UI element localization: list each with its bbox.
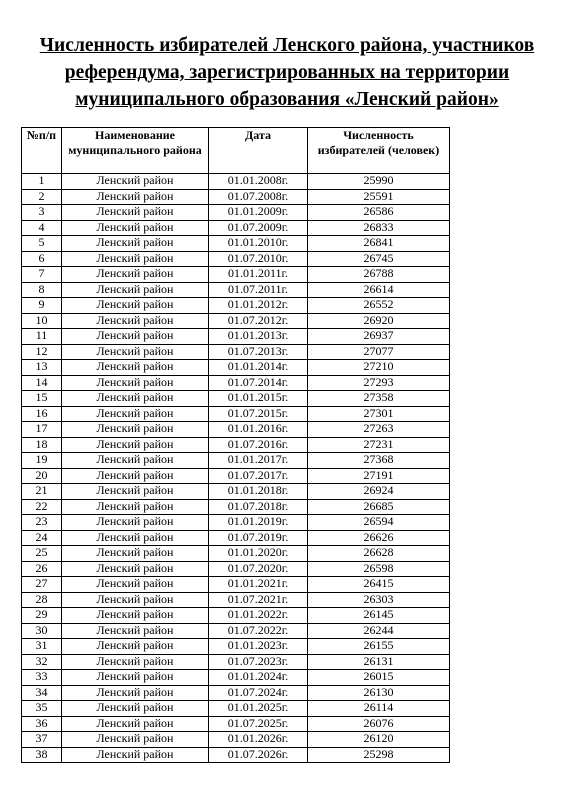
table-row: [22, 453, 450, 469]
cell-count: 27301: [308, 406, 450, 422]
table-row: [22, 654, 450, 670]
cell-count: 26745: [308, 251, 450, 267]
cell-count: 26628: [308, 546, 450, 562]
header-date: Дата: [209, 128, 308, 174]
cell-count: 26120: [308, 732, 450, 748]
cell-name: Ленский район: [62, 654, 209, 670]
table-row: [22, 344, 450, 360]
header-count: Численность избирателей (человек): [308, 128, 450, 174]
cell-num: 10: [22, 313, 62, 329]
cell-count: 25591: [308, 189, 450, 205]
table-row: [22, 236, 450, 252]
cell-name: Ленский район: [62, 515, 209, 531]
cell-name: Ленский район: [62, 561, 209, 577]
cell-count: 25298: [308, 747, 450, 763]
cell-date: 01.01.2015г.: [209, 391, 308, 407]
cell-name: Ленский район: [62, 639, 209, 655]
cell-name: Ленский район: [62, 685, 209, 701]
cell-num: 36: [22, 716, 62, 732]
cell-name: Ленский район: [62, 344, 209, 360]
cell-date: 01.07.2008г.: [209, 189, 308, 205]
cell-date: 01.07.2010г.: [209, 251, 308, 267]
cell-date: 01.07.2023г.: [209, 654, 308, 670]
cell-num: 19: [22, 453, 62, 469]
cell-date: 01.01.2019г.: [209, 515, 308, 531]
header-row: [22, 128, 450, 174]
cell-num: 3: [22, 205, 62, 221]
cell-date: 01.07.2020г.: [209, 561, 308, 577]
cell-date: 01.07.2009г.: [209, 220, 308, 236]
cell-name: Ленский район: [62, 329, 209, 345]
cell-count: 26015: [308, 670, 450, 686]
cell-count: 27077: [308, 344, 450, 360]
cell-name: Ленский район: [62, 530, 209, 546]
cell-num: 23: [22, 515, 62, 531]
table-row: [22, 189, 450, 205]
table-row: [22, 251, 450, 267]
cell-count: 26920: [308, 313, 450, 329]
cell-num: 1: [22, 174, 62, 190]
table-row: [22, 716, 450, 732]
cell-date: 01.01.2022г.: [209, 608, 308, 624]
table-row: [22, 546, 450, 562]
cell-date: 01.01.2010г.: [209, 236, 308, 252]
table-row: [22, 406, 450, 422]
cell-count: 26833: [308, 220, 450, 236]
cell-num: 29: [22, 608, 62, 624]
cell-date: 01.01.2008г.: [209, 174, 308, 190]
cell-name: Ленский район: [62, 701, 209, 717]
cell-name: Ленский район: [62, 360, 209, 376]
title-line-1: Численность избирателей Ленского района, участников: [39, 35, 535, 56]
cell-num: 4: [22, 220, 62, 236]
cell-date: 01.01.2016г.: [209, 422, 308, 438]
cell-date: 01.07.2012г.: [209, 313, 308, 329]
cell-name: Ленский район: [62, 391, 209, 407]
cell-date: 01.07.2021г.: [209, 592, 308, 608]
cell-count: 26415: [308, 577, 450, 593]
cell-num: 35: [22, 701, 62, 717]
cell-name: Ленский район: [62, 608, 209, 624]
cell-count: 27263: [308, 422, 450, 438]
cell-name: Ленский район: [62, 468, 209, 484]
table-row: [22, 608, 450, 624]
table-row: [22, 530, 450, 546]
cell-num: 27: [22, 577, 62, 593]
cell-date: 01.01.2023г.: [209, 639, 308, 655]
cell-count: 26614: [308, 282, 450, 298]
cell-num: 38: [22, 747, 62, 763]
cell-count: 25990: [308, 174, 450, 190]
cell-date: 01.07.2024г.: [209, 685, 308, 701]
cell-date: 01.07.2026г.: [209, 747, 308, 763]
cell-num: 15: [22, 391, 62, 407]
cell-count: 26841: [308, 236, 450, 252]
table-header: [22, 128, 450, 174]
cell-date: 01.07.2013г.: [209, 344, 308, 360]
cell-date: 01.07.2015г.: [209, 406, 308, 422]
voters-table: [21, 127, 450, 763]
cell-num: 18: [22, 437, 62, 453]
table-row: [22, 515, 450, 531]
cell-name: Ленский район: [62, 747, 209, 763]
table-row: [22, 422, 450, 438]
cell-num: 37: [22, 732, 62, 748]
cell-count: 27191: [308, 468, 450, 484]
table-row: [22, 391, 450, 407]
cell-num: 16: [22, 406, 62, 422]
cell-num: 7: [22, 267, 62, 283]
cell-num: 2: [22, 189, 62, 205]
cell-num: 11: [22, 329, 62, 345]
table-body: [22, 174, 450, 763]
cell-num: 9: [22, 298, 62, 314]
table-row: [22, 360, 450, 376]
table-row: [22, 577, 450, 593]
table-row: [22, 561, 450, 577]
cell-name: Ленский район: [62, 251, 209, 267]
cell-name: Ленский район: [62, 546, 209, 562]
cell-num: 12: [22, 344, 62, 360]
cell-date: 01.01.2021г.: [209, 577, 308, 593]
cell-name: Ленский район: [62, 189, 209, 205]
cell-num: 13: [22, 360, 62, 376]
document-title: [0, 32, 574, 113]
cell-name: Ленский район: [62, 422, 209, 438]
cell-date: 01.01.2014г.: [209, 360, 308, 376]
cell-name: Ленский район: [62, 623, 209, 639]
cell-name: Ленский район: [62, 670, 209, 686]
table-row: [22, 685, 450, 701]
table-row: [22, 329, 450, 345]
cell-num: 31: [22, 639, 62, 655]
table-row: [22, 205, 450, 221]
cell-date: 01.01.2025г.: [209, 701, 308, 717]
cell-count: 26155: [308, 639, 450, 655]
cell-name: Ленский район: [62, 592, 209, 608]
table-row: [22, 747, 450, 763]
cell-count: 27358: [308, 391, 450, 407]
cell-date: 01.01.2013г.: [209, 329, 308, 345]
cell-count: 27210: [308, 360, 450, 376]
cell-num: 6: [22, 251, 62, 267]
cell-name: Ленский район: [62, 267, 209, 283]
cell-name: Ленский район: [62, 577, 209, 593]
cell-name: Ленский район: [62, 220, 209, 236]
cell-count: 26114: [308, 701, 450, 717]
cell-count: 26586: [308, 205, 450, 221]
table-row: [22, 313, 450, 329]
cell-count: 26626: [308, 530, 450, 546]
cell-name: Ленский район: [62, 313, 209, 329]
table-row: [22, 484, 450, 500]
cell-num: 8: [22, 282, 62, 298]
table-row: [22, 174, 450, 190]
cell-num: 14: [22, 375, 62, 391]
cell-date: 01.07.2017г.: [209, 468, 308, 484]
table-row: [22, 375, 450, 391]
cell-num: 22: [22, 499, 62, 515]
title-line-3: муниципального образования «Ленский район»: [75, 89, 499, 110]
header-num: №п/п: [22, 128, 62, 174]
cell-num: 17: [22, 422, 62, 438]
table-row: [22, 298, 450, 314]
cell-count: 26303: [308, 592, 450, 608]
cell-date: 01.01.2024г.: [209, 670, 308, 686]
cell-name: Ленский район: [62, 437, 209, 453]
cell-name: Ленский район: [62, 236, 209, 252]
cell-count: 26145: [308, 608, 450, 624]
cell-date: 01.01.2017г.: [209, 453, 308, 469]
cell-count: 27293: [308, 375, 450, 391]
cell-name: Ленский район: [62, 732, 209, 748]
table-row: [22, 639, 450, 655]
table-row: [22, 670, 450, 686]
cell-num: 26: [22, 561, 62, 577]
cell-num: 33: [22, 670, 62, 686]
cell-num: 20: [22, 468, 62, 484]
cell-name: Ленский район: [62, 406, 209, 422]
cell-date: 01.07.2022г.: [209, 623, 308, 639]
cell-num: 28: [22, 592, 62, 608]
cell-num: 5: [22, 236, 62, 252]
cell-count: 26598: [308, 561, 450, 577]
cell-name: Ленский район: [62, 499, 209, 515]
title-line-2: референдума, зарегистрированных на территории: [64, 62, 510, 83]
cell-num: 25: [22, 546, 62, 562]
cell-count: 26788: [308, 267, 450, 283]
cell-num: 30: [22, 623, 62, 639]
table-row: [22, 468, 450, 484]
cell-date: 01.01.2011г.: [209, 267, 308, 283]
cell-num: 32: [22, 654, 62, 670]
cell-date: 01.01.2009г.: [209, 205, 308, 221]
table-row: [22, 701, 450, 717]
cell-date: 01.01.2018г.: [209, 484, 308, 500]
cell-date: 01.07.2019г.: [209, 530, 308, 546]
table-row: [22, 220, 450, 236]
cell-date: 01.01.2012г.: [209, 298, 308, 314]
cell-count: 26131: [308, 654, 450, 670]
cell-count: 26594: [308, 515, 450, 531]
cell-name: Ленский район: [62, 282, 209, 298]
cell-count: 26130: [308, 685, 450, 701]
cell-count: 26937: [308, 329, 450, 345]
cell-date: 01.07.2014г.: [209, 375, 308, 391]
header-name: Наименование муниципального района: [62, 128, 209, 174]
cell-count: 27231: [308, 437, 450, 453]
cell-count: 26685: [308, 499, 450, 515]
cell-count: 26244: [308, 623, 450, 639]
cell-date: 01.01.2026г.: [209, 732, 308, 748]
cell-name: Ленский район: [62, 453, 209, 469]
cell-date: 01.07.2025г.: [209, 716, 308, 732]
table-row: [22, 437, 450, 453]
table-row: [22, 282, 450, 298]
cell-name: Ленский район: [62, 375, 209, 391]
cell-name: Ленский район: [62, 298, 209, 314]
cell-date: 01.07.2018г.: [209, 499, 308, 515]
cell-name: Ленский район: [62, 174, 209, 190]
table-row: [22, 499, 450, 515]
cell-count: 26552: [308, 298, 450, 314]
table-row: [22, 267, 450, 283]
cell-num: 34: [22, 685, 62, 701]
cell-num: 21: [22, 484, 62, 500]
cell-date: 01.01.2020г.: [209, 546, 308, 562]
cell-date: 01.07.2011г.: [209, 282, 308, 298]
cell-name: Ленский район: [62, 716, 209, 732]
table-row: [22, 623, 450, 639]
cell-name: Ленский район: [62, 484, 209, 500]
table-row: [22, 592, 450, 608]
table-row: [22, 732, 450, 748]
cell-count: 26076: [308, 716, 450, 732]
cell-num: 24: [22, 530, 62, 546]
cell-name: Ленский район: [62, 205, 209, 221]
cell-count: 26924: [308, 484, 450, 500]
cell-count: 27368: [308, 453, 450, 469]
cell-date: 01.07.2016г.: [209, 437, 308, 453]
